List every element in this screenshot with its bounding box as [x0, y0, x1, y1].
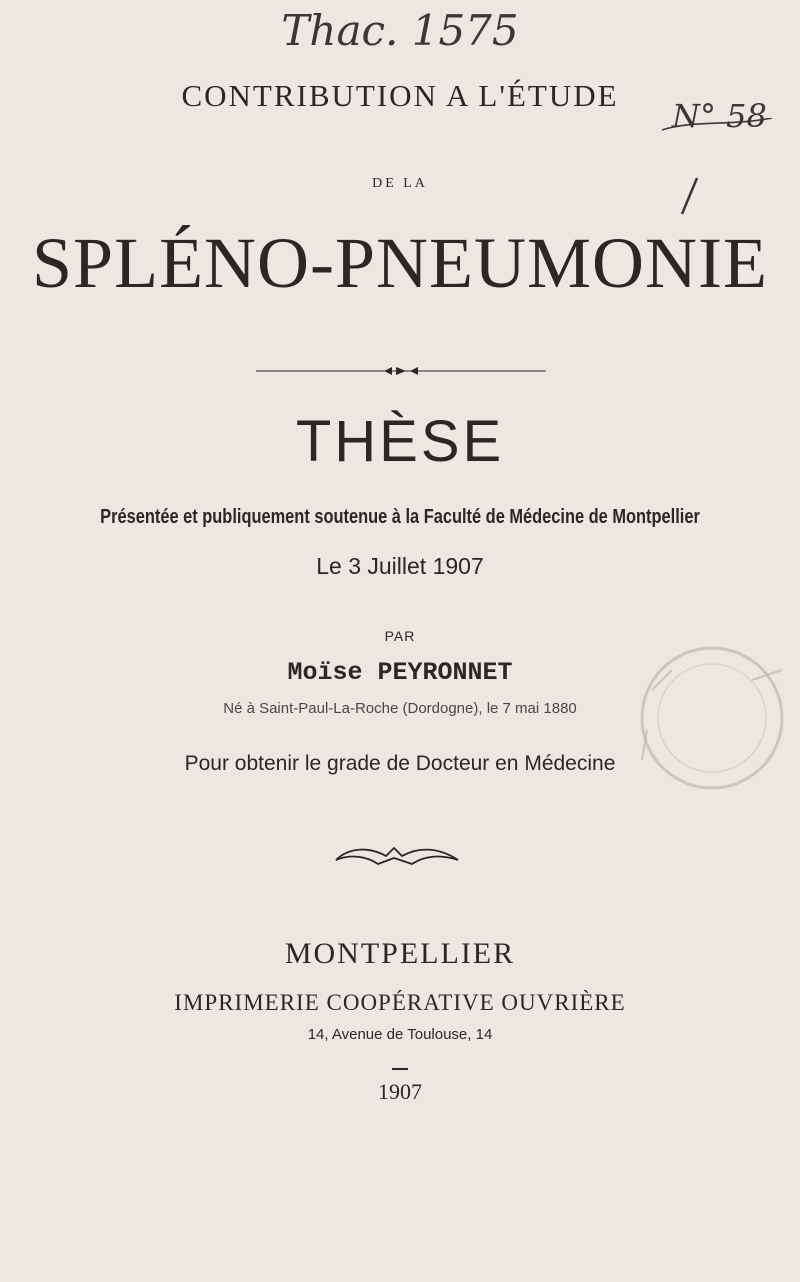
catalog-number: N° 58	[672, 97, 767, 135]
birth-line: Né à Saint-Paul-La-Roche (Dordogne), le 7 mai 1880	[223, 700, 577, 717]
imprint-printer: IMPRIMERIE COOPÉRATIVE OUVRIÈRE	[174, 990, 626, 1015]
imprint-year: 1907	[378, 1079, 422, 1104]
par-label: PAR	[384, 628, 416, 644]
document-title: SPLÉNO-PNEUMONIE	[32, 223, 768, 303]
author-name: Moïse PEYRONNET	[287, 658, 513, 687]
handwritten-strokes	[642, 118, 782, 228]
contribution-line: CONTRIBUTION A L'ÉTUDE	[181, 78, 619, 113]
de-la-label: DE LA	[372, 176, 428, 191]
year-rule	[392, 1066, 408, 1072]
imprint-address: 14, Avenue de Toulouse, 14	[307, 1026, 493, 1043]
presentation-line: Présentée et publiquement soutenue à la Faculté de Médecine de Montpellier	[100, 506, 700, 528]
handwritten-note: Thac. 1575	[281, 6, 519, 55]
defense-date: Le 3 Juillet 1907	[316, 553, 484, 579]
ornamental-rule	[256, 364, 546, 378]
thesis-heading: THÈSE	[295, 409, 505, 474]
printer-ornament	[328, 840, 468, 870]
imprint-city: MONTPELLIER	[284, 937, 516, 970]
degree-line: Pour obtenir le grade de Docteur en Médecine	[184, 752, 616, 775]
library-stamp	[612, 630, 800, 800]
